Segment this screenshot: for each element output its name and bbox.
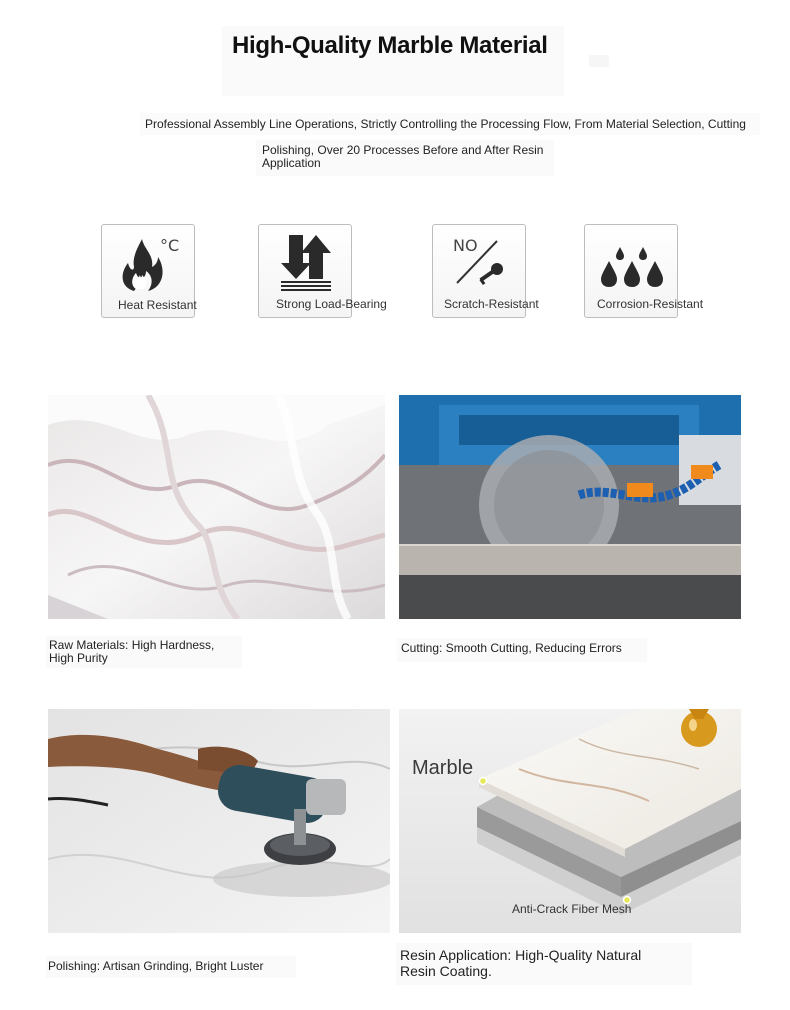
flame-celsius-icon [114, 229, 184, 293]
polishing-caption: Polishing: Artisan Grinding, Bright Luster [48, 959, 264, 973]
feature-label-corrosion: Corrosion-Resistant [597, 297, 704, 311]
feature-label-scratch: Scratch-Resistant [444, 297, 539, 311]
marble-layer-label: Marble [412, 757, 474, 779]
raw-materials-caption: Raw Materials: High Hardness, High Purity [49, 638, 215, 665]
resin-application-caption: Resin Application: High-Quality Natural Resin Coating. [400, 947, 642, 979]
fiber-mesh-label: Anti-Crack Fiber Mesh [512, 902, 632, 916]
subtitle-line-1: Professional Assembly Line Operations, Strictly Controlling the Processing Flow, From Material Selection, Cutting [145, 117, 746, 131]
cutting-machine-photo [399, 395, 741, 619]
faint-logo-icon [588, 52, 610, 70]
subtitle-line-2: Polishing, Over 20 Processes Before and After Resin Application [262, 143, 544, 170]
page-title: High-Quality Marble Material [232, 32, 548, 59]
cutting-caption: Cutting: Smooth Cutting, Reducing Errors [401, 641, 622, 655]
raw-marble-photo [48, 395, 385, 619]
resin-layer-diagram [399, 709, 741, 933]
feature-label-load: Strong Load-Bearing [276, 297, 387, 311]
no-key-scratch-icon [445, 229, 515, 293]
feature-label-heat: Heat Resistant [118, 298, 197, 312]
polishing-photo [48, 709, 390, 933]
celsius-unit: °C [160, 236, 180, 255]
water-drops-icon [597, 229, 667, 293]
load-arrows-icon [271, 229, 341, 293]
no-badge: NO [453, 236, 478, 255]
